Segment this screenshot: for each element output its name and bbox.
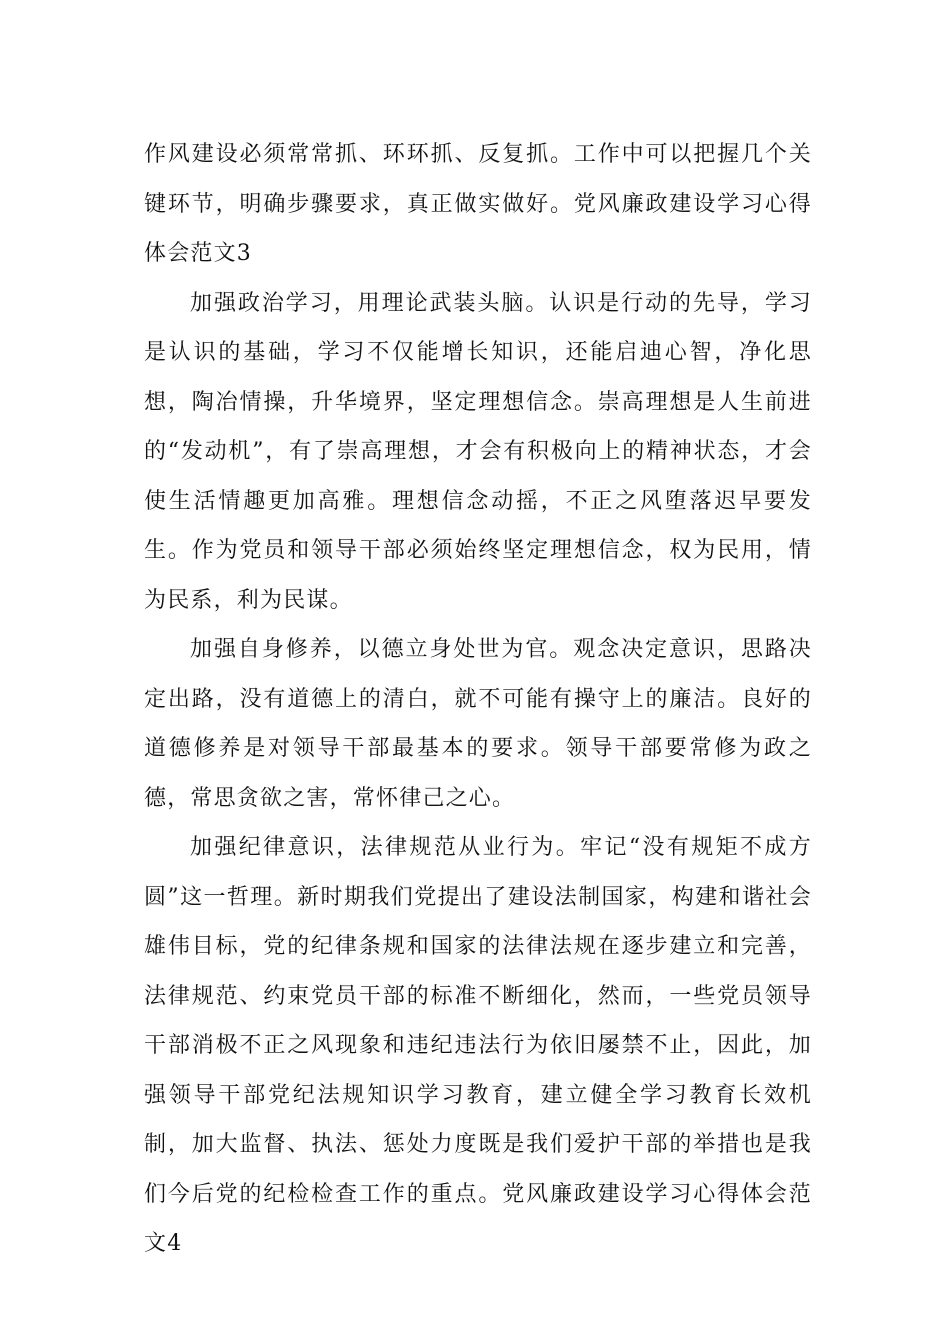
document-body	[144, 130, 812, 1269]
paragraph-1: 作风建设必须常常抓、环环抓、反复抓。工作中可以把握几个关键环节，明确步骤要求，真正做实做好。党风廉政建设学习心得体会范文3	[144, 142, 812, 266]
paragraph-4: 加强纪律意识，法律规范从业行为。牢记“没有规矩不成方圆”这一哲理。新时期我们党提出了建设法制国家，构建和谐社会雄伟目标，党的纪律条规和国家的法律法规在逐步建立和完善，法律规范、约束党员干部的标准不断细化，然而，一些党员领导干部消极不正之风现象和违纪违法行为依旧屡禁不止，因此，加强领导干部党纪法规知识学习教育，建立健全学习教育长效机制，加大监督、执法、惩处力度既是我们爱护干部的举措也是我们今后党的纪检检查工作的重点。党风廉政建设学习心得体会范文4	[144, 835, 812, 1256]
paragraph-3: 加强自身修养，以德立身处世为官。观念决定意识，思路决定出路，没有道德上的清白，就不可能有操守上的廉洁。良好的道德修养是对领导干部最基本的要求。领导干部要常修为政之德，常思贪欲之害，常怀律己之心。	[144, 637, 812, 811]
paragraph-2: 加强政治学习，用理论武装头脑。认识是行动的先导，学习是认识的基础，学习不仅能增长知识，还能启迪心智，净化思想，陶冶情操，升华境界，坚定理想信念。崇高理想是人生前进的“发动机”，有了崇高理想，才会有积极向上的精神状态，才会使生活情趣更加高雅。理想信念动摇，不正之风堕落迟早要发生。作为党员和领导干部必须始终坚定理想信念，权为民用，情为民系，利为民谋。	[144, 290, 812, 613]
